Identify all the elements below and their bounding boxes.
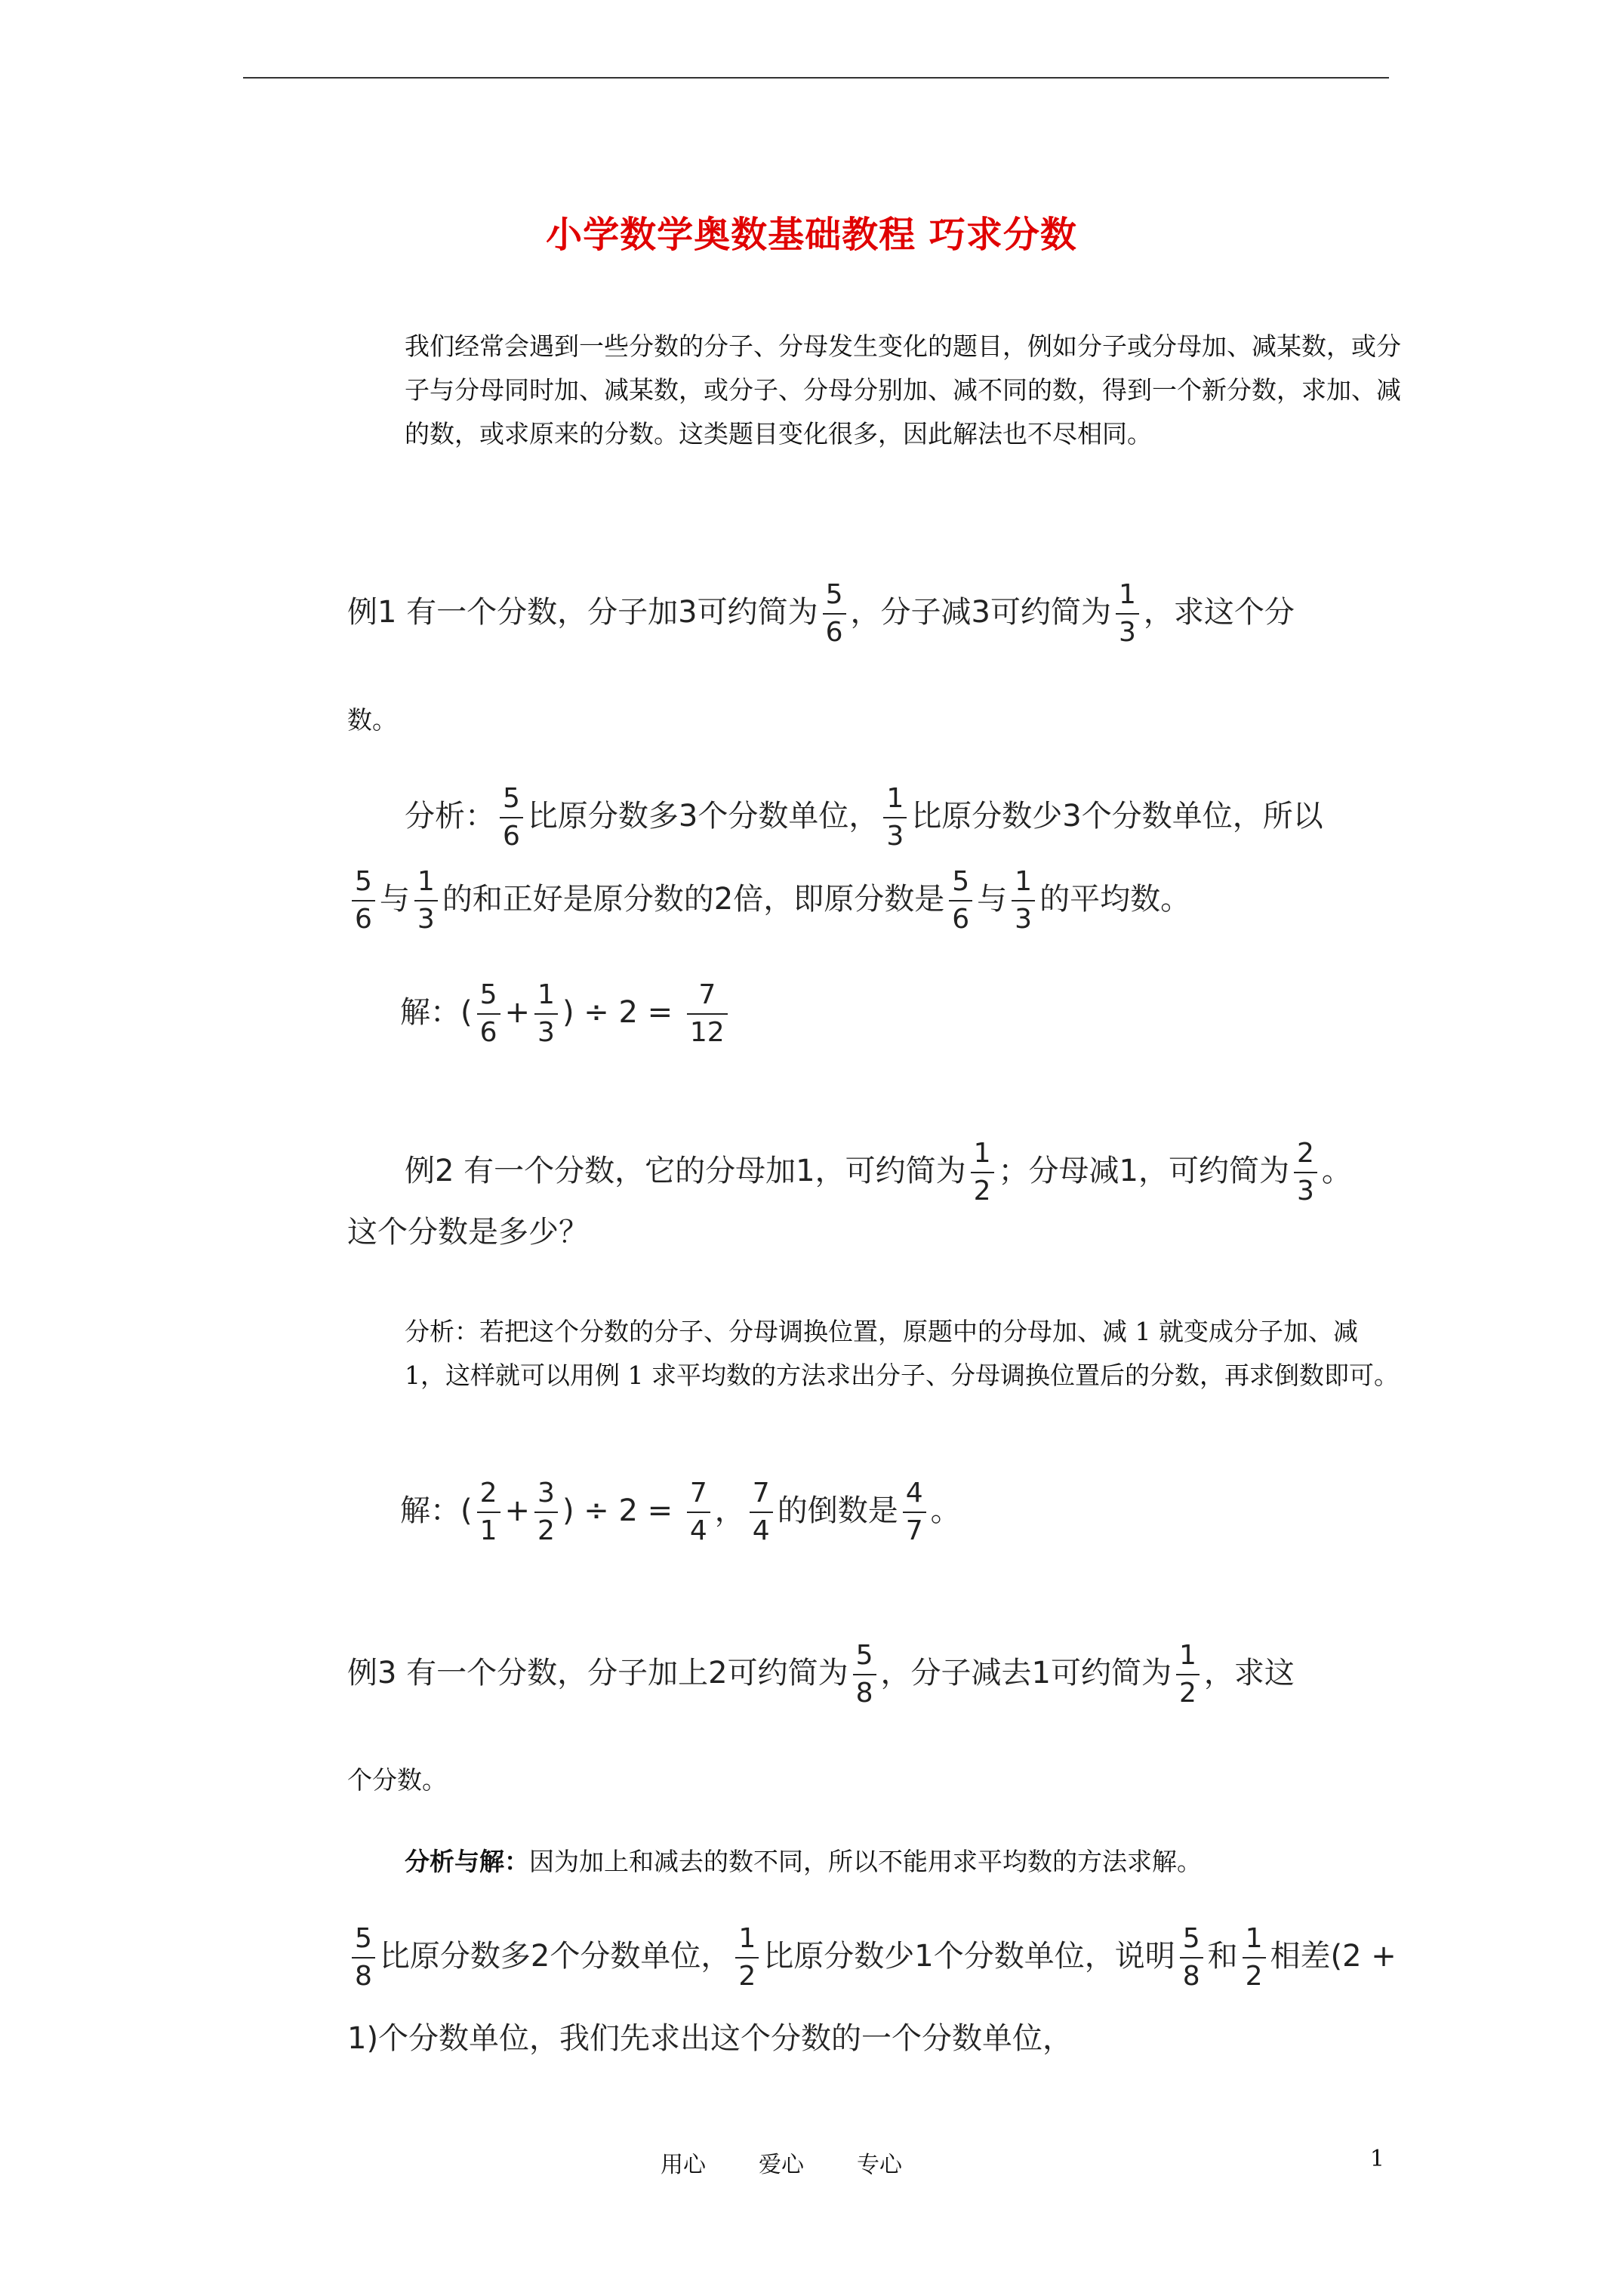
fraction: $\frac{2}{1}$ [477, 1480, 500, 1545]
intro-paragraph [347, 325, 1404, 456]
fraction: $\frac{5}{8}$ [1180, 1925, 1203, 1990]
fraction: $\frac{3}{2}$ [534, 1480, 558, 1545]
ex2-analysis: 分析：若把这个分数的分子、分母调换位置，原题中的分母加、减 1 就变成分子加、减 1，这样就可以用例 1 求平均数的方法求出分子、分母调换位置后的分数，再求倒数即可。 [405, 1317, 1399, 1390]
ex1-analysis-line2: $\frac{5}{6}$ 与 $\frac{1}{3}$ 的和正好是原分数的2倍，即原分数是 $\frac{5}{6}$ 与 $\frac{1}{3}$ 的平均数。 [347, 868, 1190, 933]
fraction: $\frac{5}{6}$ [352, 868, 375, 933]
ex1-text-b: ，分子减3可约简为 [850, 595, 1111, 630]
fraction: $\frac{5}{6}$ [823, 581, 846, 646]
ex3-line2: 1)个分数单位，我们先求出这个分数的一个分数单位， [347, 2021, 1073, 2056]
analysis-label: 分析与解： [405, 1847, 529, 1876]
ex2-solution: 解：( $\frac{2}{1}$ + $\frac{3}{2}$ ) ÷ 2 = $\frac{7}{4}$ ， $\frac{7}{4}$ 的倒数是 $\frac{4}{7}$ 。 [400, 1478, 961, 1546]
fraction: $\frac{5}{6}$ [500, 785, 523, 850]
fraction: $\frac{5}{8}$ [853, 1642, 876, 1707]
footer-text-3: 专心 [857, 2152, 902, 2178]
ex3-analysis: 分析与解：因为加上和减去的数不同，所以不能用求平均数的方法求解。 [405, 1847, 1202, 1876]
fraction: $\frac{4}{7}$ [903, 1480, 926, 1545]
fraction: $\frac{7}{12}$ [687, 982, 728, 1046]
ex1-text-a: 例1 有一个分数，分子加3可约简为 [347, 595, 818, 630]
footer-text-2: 爱心 [759, 2152, 804, 2178]
fraction: $\frac{7}{4}$ [687, 1480, 710, 1545]
page-number: 1 [1369, 2146, 1384, 2172]
fraction: $\frac{1}{3}$ [1012, 868, 1035, 933]
fraction: $\frac{5}{6}$ [949, 868, 972, 933]
ex1-solution: 解：( $\frac{5}{6}$ + $\frac{1}{3}$ ) ÷ 2 = $\frac{7}{12}$ [400, 982, 732, 1046]
fraction: $\frac{1}{3}$ [534, 982, 558, 1046]
example2-statement: 例2 有一个分数，它的分母加1，可约简为 $\frac{1}{2}$ ；分母减1，可约简为 $\frac{2}{3}$ 。 [405, 1138, 1352, 1207]
ex1-analysis-line1: 分析： $\frac{5}{6}$ 比原分数多3个分数单位， $\frac{1}{3}$ 比原分数少3个分数单位，所以 [405, 783, 1323, 852]
fraction: $\frac{2}{3}$ [1294, 1140, 1317, 1205]
fraction: $\frac{7}{4}$ [750, 1480, 773, 1545]
ex3-line1: $\frac{5}{8}$ 比原分数多2个分数单位， $\frac{1}{2}$ 比原分数少1个分数单位，说明 $\frac{5}{8}$ 和 $\frac{1}{2}$ 相差(2 + [347, 1925, 1397, 1990]
ex1-text-c: ，求这个分 [1143, 595, 1295, 630]
fraction: $\frac{1}{3}$ [883, 785, 907, 850]
example3-statement: 例3 有一个分数，分子加上2可约简为 $\frac{5}{8}$ ，分子减去1可约简为 $\frac{1}{2}$ ，求这 [347, 1640, 1295, 1709]
ex1-continued: 数。 [347, 705, 397, 735]
fraction: $\frac{1}{2}$ [1243, 1925, 1266, 1990]
ex3-continued: 个分数。 [347, 1765, 447, 1795]
fraction: $\frac{5}{8}$ [352, 1925, 375, 1990]
intro-text: 我们经常会遇到一些分数的分子、分母发生变化的题目，例如分子或分母加、减某数，或分子与分母同时加、减某数，或分子、分母分别加、减不同的数，得到一个新分数，求加、减的数，或求原来的分数。这类题目变化很多，因此解法也不尽相同。 [405, 331, 1401, 448]
footer-text-1: 用心 [661, 2152, 706, 2178]
fraction: $\frac{1}{2}$ [735, 1925, 759, 1990]
header-rule [243, 77, 1389, 79]
fraction: $\frac{1}{3}$ [1116, 581, 1139, 646]
ex2-continued: 这个分数是多少？ [347, 1215, 589, 1250]
fraction: $\frac{1}{3}$ [414, 868, 438, 933]
fraction: $\frac{1}{2}$ [971, 1140, 994, 1205]
example1-statement [347, 581, 1295, 646]
fraction: $\frac{5}{6}$ [477, 982, 500, 1046]
page-title: 小学数学奥数基础教程 巧求分数 [546, 214, 1077, 256]
fraction: $\frac{1}{2}$ [1176, 1642, 1200, 1707]
